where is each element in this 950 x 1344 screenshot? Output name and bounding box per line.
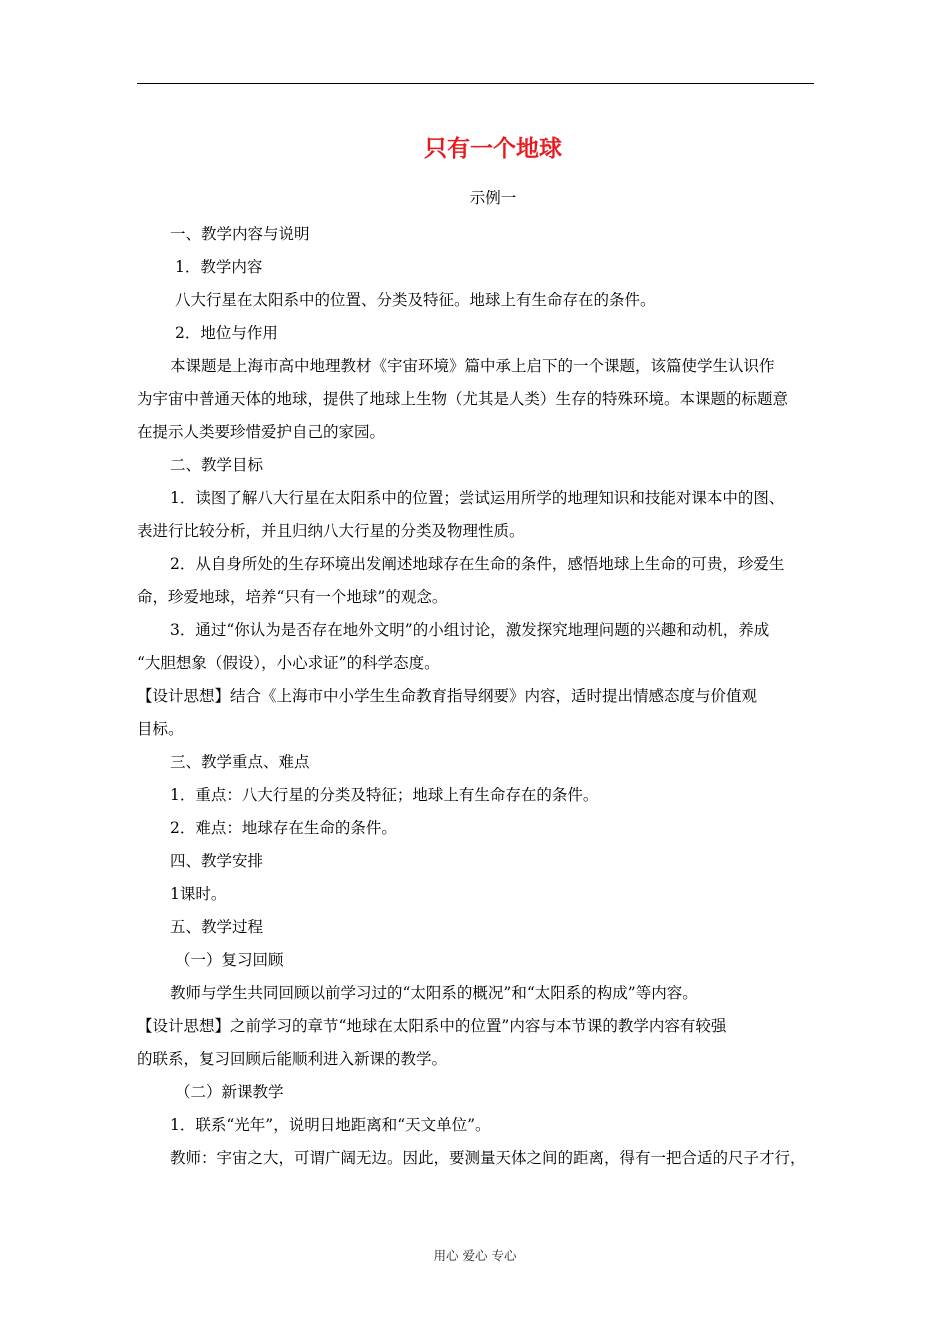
section-heading: 一、教学内容与说明: [170, 225, 310, 243]
subsection-heading: （一）复习回顾: [175, 951, 284, 969]
paragraph-line: 1．重点：八大行星的分类及特征；地球上有生命存在的条件。: [170, 786, 599, 804]
paragraph-line: 表进行比较分析，并且归纳八大行星的分类及物理性质。: [137, 522, 525, 540]
subsection-heading: （二）新课教学: [175, 1083, 284, 1101]
paragraph-line: 1课时。: [170, 885, 227, 903]
document-subtitle: 示例一: [469, 189, 517, 207]
design-note-line: 【设计思想】之前学习的章节“地球在太阳系中的位置”内容与本节课的教学内容有较强: [137, 1017, 727, 1035]
paragraph-line: 教师与学生共同回顾以前学习过的“太阳系的概况”和“太阳系的构成”等内容。: [170, 984, 698, 1002]
header-rule: [137, 83, 814, 84]
design-note-line: 的联系，复习回顾后能顺利进入新课的教学。: [137, 1050, 448, 1068]
paragraph-line: 命，珍爱地球，培养“只有一个地球”的观念。: [137, 588, 448, 606]
paragraph-line: 1．联系“光年”，说明日地距离和“天文单位”。: [170, 1116, 491, 1134]
paragraph-line: “大胆想象（假设），小心求证”的科学态度。: [137, 654, 440, 672]
section-heading: 四、教学安排: [170, 852, 264, 870]
section-heading: 五、教学过程: [170, 918, 264, 936]
paragraph-line: 1．读图了解八大行星在太阳系中的位置；尝试运用所学的地理知识和技能对课本中的图、: [170, 489, 785, 507]
paragraph-line: 八大行星在太阳系中的位置、分类及特征。地球上有生命存在的条件。: [175, 291, 656, 309]
paragraph-line: 为宇宙中普通天体的地球，提供了地球上生物（尤其是人类）生存的特殊环境。本课题的标题意: [137, 390, 789, 408]
paragraph-line: 教师：宇宙之大，可谓广阔无边。因此，要测量天体之间的距离，得有一把合适的尺子才行，: [170, 1149, 806, 1167]
section-heading: 二、教学目标: [170, 456, 264, 474]
page-footer: 用心 爱心 专心: [433, 1248, 517, 1263]
subsection-heading: 1．教学内容: [175, 258, 263, 276]
paragraph-line: 3．通过“你认为是否存在地外文明”的小组讨论，激发探究地理问题的兴趣和动机，养成: [170, 621, 770, 639]
design-note-line: 【设计思想】结合《上海市中小学生生命教育指导纲要》内容，适时提出情感态度与价值观: [137, 687, 758, 705]
paragraph-line: 2．从自身所处的生存环境出发阐述地球存在生命的条件，感悟地球上生命的可贵，珍爱生: [170, 555, 785, 573]
paragraph-line: 2．难点：地球存在生命的条件。: [170, 819, 397, 837]
subsection-heading: 2．地位与作用: [175, 324, 278, 342]
document-title: 只有一个地球: [424, 136, 562, 162]
section-heading: 三、教学重点、难点: [170, 753, 310, 771]
paragraph-line: 本课题是上海市高中地理教材《宇宙环境》篇中承上启下的一个课题，该篇使学生认识作: [170, 357, 775, 375]
paragraph-line: 在提示人类要珍惜爱护自己的家园。: [137, 423, 386, 441]
design-note-line: 目标。: [137, 720, 184, 738]
